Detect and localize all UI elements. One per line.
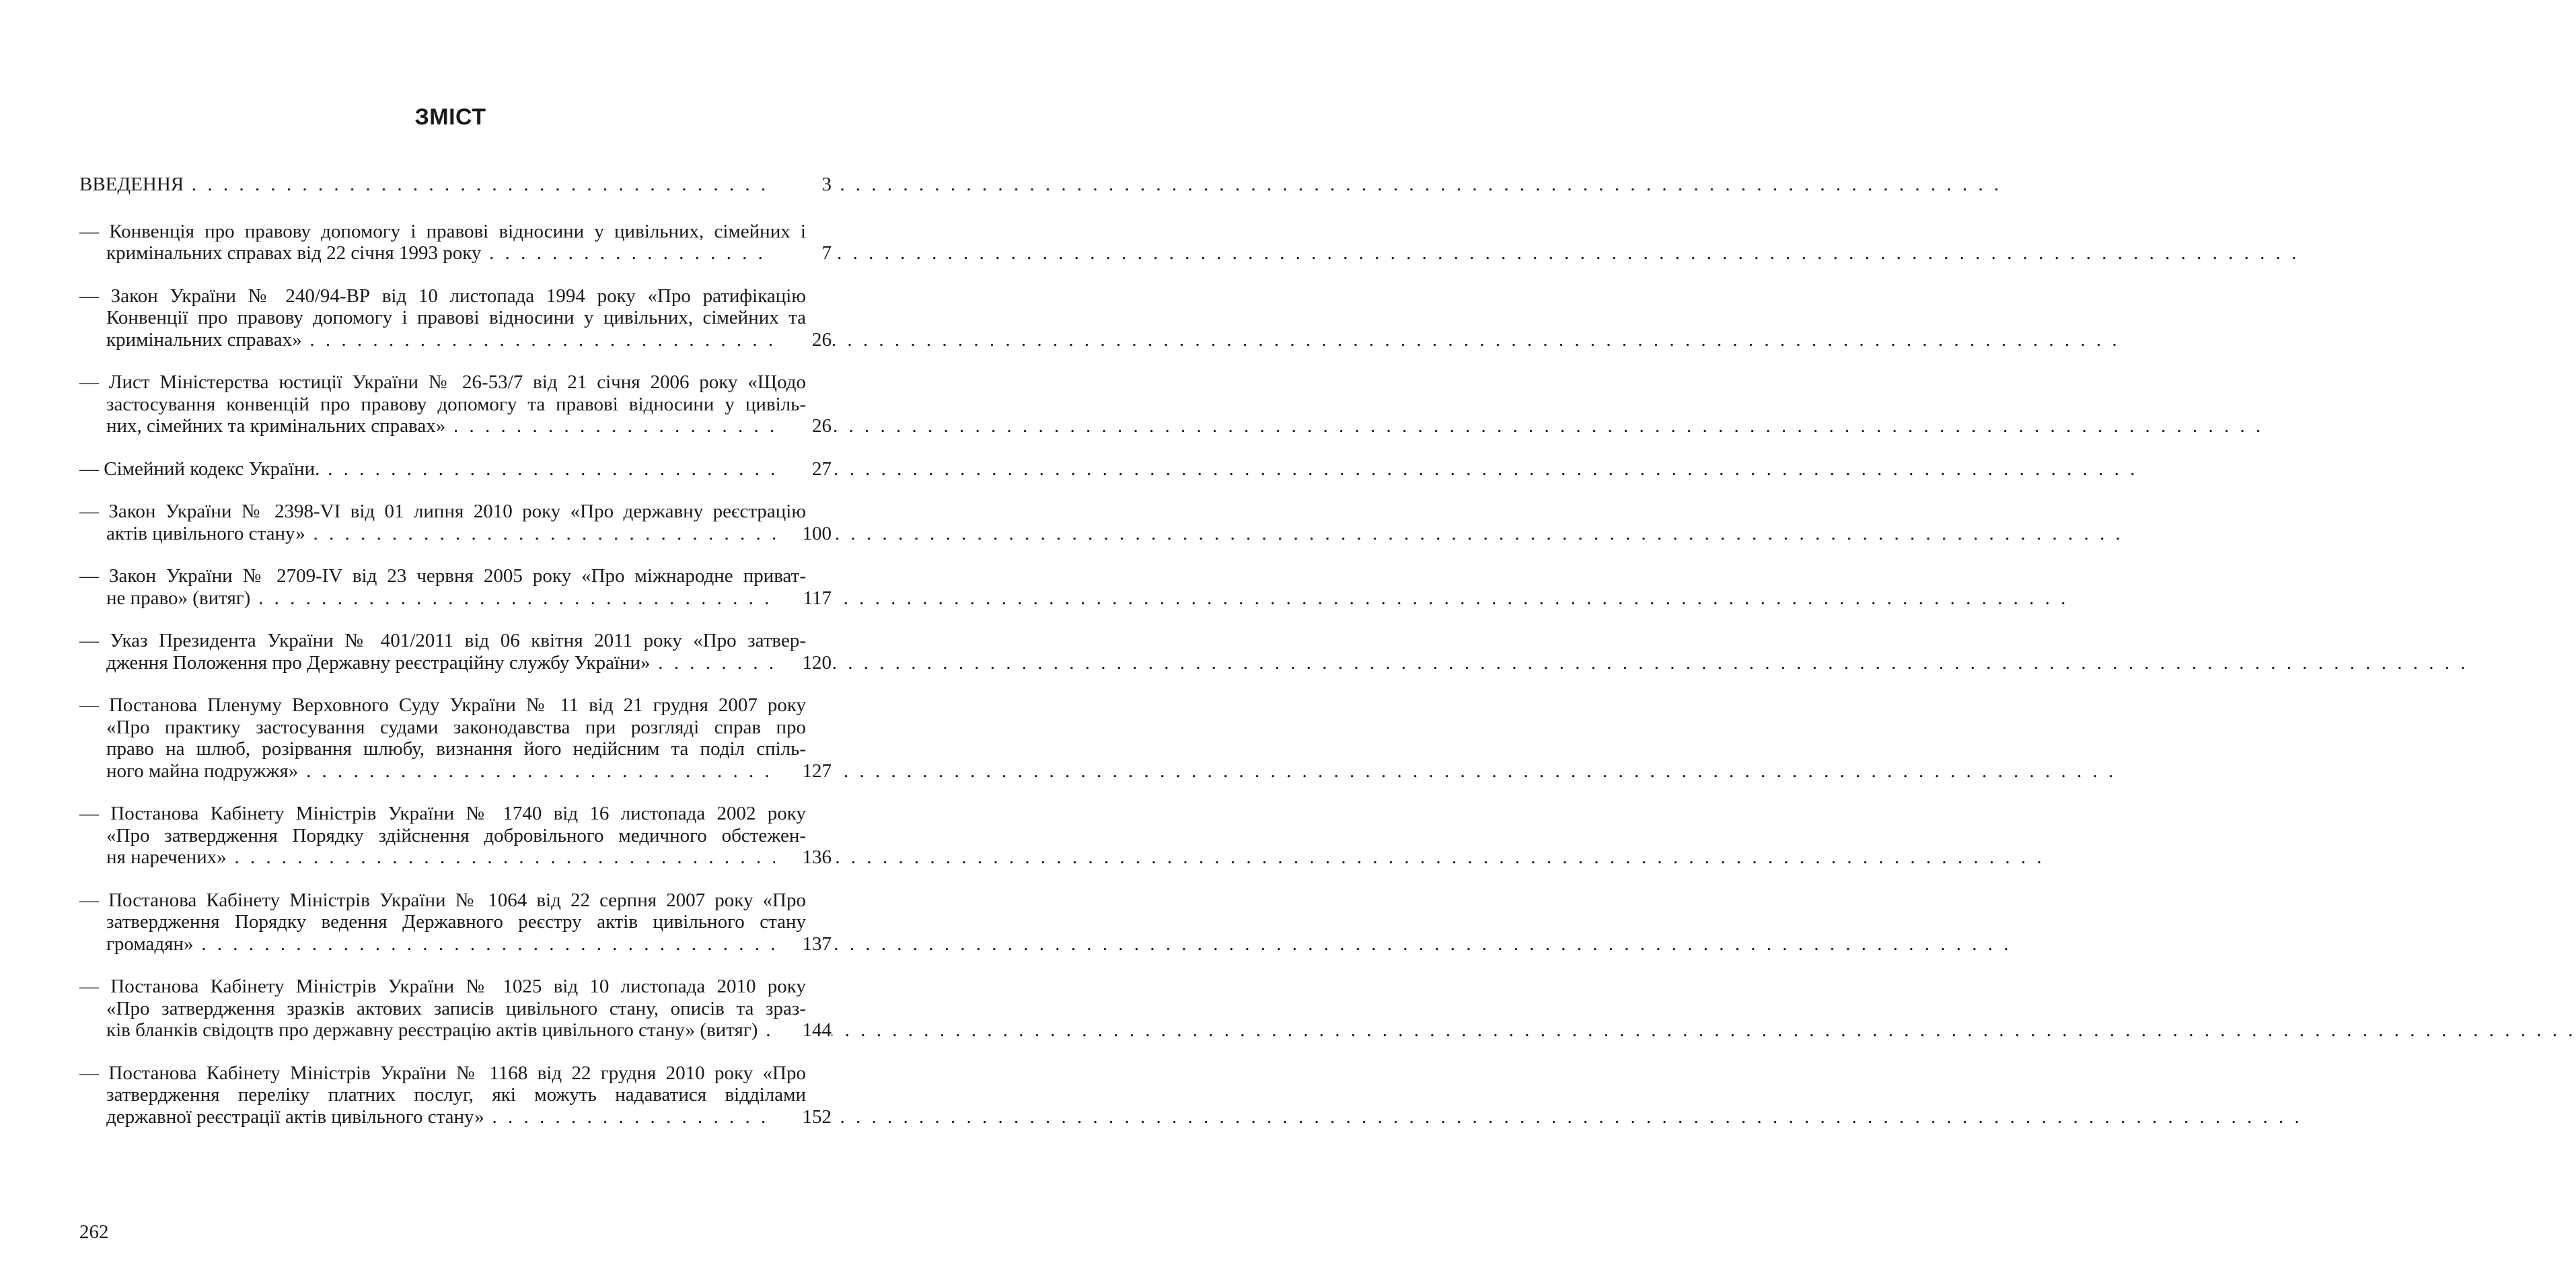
- toc-entry-last-text: актів цивільного стану»: [106, 522, 305, 544]
- page-title: ЗМІСТ: [414, 104, 486, 130]
- toc-entry[interactable]: [79, 803, 832, 869]
- toc-entry-text: [79, 976, 806, 1042]
- toc-entry-line: Конвенції про правову допомогу і правові відносини у цивільних, сімейних та: [106, 307, 806, 328]
- toc-entry[interactable]: [79, 174, 832, 196]
- toc-entry-leader: [79, 174, 2002, 195]
- toc-entry-text: [79, 501, 806, 544]
- toc-entry-last-text: ВВЕДЕННЯ: [79, 174, 184, 195]
- toc-entry[interactable]: [79, 976, 832, 1042]
- toc-entry-line: — Закон України № 2398-VI від 01 липня 2010 року «Про державну реєстрацію: [79, 501, 806, 522]
- toc-entry-last-text: державної реєстрації актів цивільного стану»: [106, 1105, 484, 1128]
- toc-entry-line: «Про затвердження зразків актових записів цивільного стану, описів та зраз-: [106, 997, 806, 1019]
- toc-page-number: 27: [775, 458, 832, 480]
- toc-entry-last-line: [106, 652, 806, 674]
- toc-entry-leader: [106, 329, 2120, 351]
- toc-entry-last-text: — Сімейний кодекс України.: [79, 458, 320, 480]
- toc-entry-last-text: них, сімейних та кримінальних справах»: [106, 415, 446, 437]
- toc-entry-text: [79, 174, 779, 196]
- toc-entry-line: — Постанова Кабінету Міністрів України № 1025 від 10 листопада 2010 року: [79, 976, 806, 997]
- toc-entry-last-line: [106, 1106, 806, 1128]
- toc-entry-text: [79, 371, 806, 437]
- table-of-contents: [79, 174, 832, 1149]
- toc-entry-last-text: громадян»: [106, 933, 194, 955]
- toc-entry-line: застосування конвенцій про правову допомогу та правові відносини у цивіль-: [106, 393, 806, 415]
- toc-entry[interactable]: [79, 1062, 832, 1128]
- toc-page-number: 117: [775, 587, 832, 610]
- toc-entry-leader: [106, 846, 2045, 868]
- toc-entry[interactable]: [79, 565, 832, 609]
- toc-entry-leader: [106, 1019, 2576, 1041]
- toc-entry-text: [79, 565, 806, 609]
- toc-entry-last-text: кримінальних справах від 22 січня 1993 року: [106, 242, 482, 264]
- toc-entry-last-line: [106, 760, 806, 783]
- toc-entry[interactable]: [79, 501, 832, 544]
- toc-entry-leader: [106, 242, 2299, 264]
- toc-entry-last-line: [106, 1019, 806, 1042]
- toc-entry-line: — Закон України № 2709-IV від 23 червня 2005 року «Про міжнародне приват-: [79, 565, 806, 587]
- toc-entry-text: [79, 1062, 806, 1128]
- toc-entry-leader: [106, 1106, 2302, 1128]
- toc-entry-line: — Постанова Кабінету Міністрів України № 1168 від 22 грудня 2010 року «Про: [79, 1062, 806, 1084]
- toc-entry[interactable]: [79, 221, 832, 264]
- toc-entry-last-line: [106, 329, 806, 351]
- toc-entry-last-line: [79, 458, 806, 480]
- toc-entry-leader: [79, 458, 2138, 480]
- toc-entry-last-text: кримінальних справах»: [106, 328, 302, 351]
- toc-page-number: 152: [775, 1106, 832, 1128]
- toc-entry-last-text: не право» (витяг): [106, 587, 251, 609]
- toc-entry-leader: [106, 587, 2069, 609]
- toc-entry-text: [79, 458, 806, 480]
- toc-entry-last-text: ків бланків свідоцтв про державну реєстрацію актів цивільного стану» (витяг): [106, 1019, 758, 1041]
- toc-entry-last-line: [106, 933, 806, 955]
- toc-entry-text: [79, 285, 806, 351]
- toc-page-number: 7: [775, 242, 832, 264]
- toc-page-number: 127: [775, 760, 832, 783]
- toc-entry-text: [79, 630, 806, 674]
- toc-entry-line: — Постанова Кабінету Міністрів України № 1064 від 22 серпня 2007 року «Про: [79, 889, 806, 911]
- toc-entry-text: [79, 694, 806, 782]
- toc-entry-line: — Постанова Пленуму Верховного Суду України № 11 від 21 грудня 2007 року: [79, 694, 806, 716]
- toc-entry[interactable]: [79, 889, 832, 955]
- toc-entry-line: — Конвенція про правову допомогу і правові відносини у цивільних, сімейних і: [79, 220, 806, 242]
- toc-page-number: 100: [775, 523, 832, 545]
- toc-entry-last-line: [106, 242, 806, 264]
- toc-entry-last-line: [106, 846, 806, 869]
- toc-entry-leader: [106, 652, 2468, 674]
- toc-entry-line: затвердження Порядку ведення Державного реєстру актів цивільного стану: [106, 911, 806, 933]
- toc-entry-line: право на шлюб, розірвання шлюбу, визнання його недійсним та поділ спіль-: [106, 738, 806, 760]
- toc-entry-leader: [106, 933, 2012, 955]
- toc-entry-last-text: ного майна подружжя»: [106, 760, 299, 782]
- toc-entry-line: «Про затвердження Порядку здійснення добровільного медичного обстежен-: [106, 824, 806, 846]
- toc-page-number: 137: [775, 933, 832, 955]
- toc-entry-last-line: [106, 587, 806, 610]
- toc-page-number: 120: [775, 652, 832, 674]
- toc-entry[interactable]: [79, 285, 832, 351]
- toc-entry[interactable]: [79, 694, 832, 782]
- toc-entry-line: — Лист Міністерства юстиції України № 26-53/7 від 21 січня 2006 року «Щодо: [79, 371, 806, 393]
- toc-entry-last-line: [79, 174, 779, 196]
- toc-page-number: 3: [775, 174, 832, 196]
- toc-entry-last-text: дження Положення про Державну реєстраційну службу України»: [106, 651, 651, 674]
- toc-page-number: 136: [775, 846, 832, 869]
- toc-page-number: 144: [775, 1019, 832, 1042]
- toc-entry-line: — Указ Президента України № 401/2011 від 06 квітня 2011 року «Про затвер-: [79, 630, 806, 651]
- footer-page-number: 262: [79, 1221, 109, 1243]
- toc-entry-text: [79, 221, 806, 264]
- toc-page-number: 26: [775, 329, 832, 351]
- toc-entry[interactable]: [79, 458, 832, 480]
- toc-entry-text: [79, 889, 806, 955]
- toc-entry-last-text: ня наречених»: [106, 846, 227, 868]
- toc-entry-line: — Постанова Кабінету Міністрів України № 1740 від 16 листопада 2002 року: [79, 803, 806, 824]
- toc-entry-leader: [106, 523, 2123, 544]
- toc-entry-line: «Про практику застосування судами законодавства при розгляді справ про: [106, 716, 806, 738]
- toc-entry[interactable]: [79, 630, 832, 674]
- toc-page-number: 26: [775, 415, 832, 437]
- toc-entry-last-line: [106, 523, 806, 545]
- toc-entry-line: затвердження переліку платних послуг, які можуть надаватися відділами: [106, 1084, 806, 1105]
- toc-entry-leader: [106, 760, 2117, 782]
- toc-entry-last-line: [106, 415, 806, 437]
- toc-entry-text: [79, 803, 806, 869]
- toc-entry[interactable]: [79, 371, 832, 437]
- toc-entry-line: — Закон України № 240/94-ВР від 10 листопада 1994 року «Про ратифікацію: [79, 285, 806, 307]
- toc-entry-leader: [106, 415, 2264, 437]
